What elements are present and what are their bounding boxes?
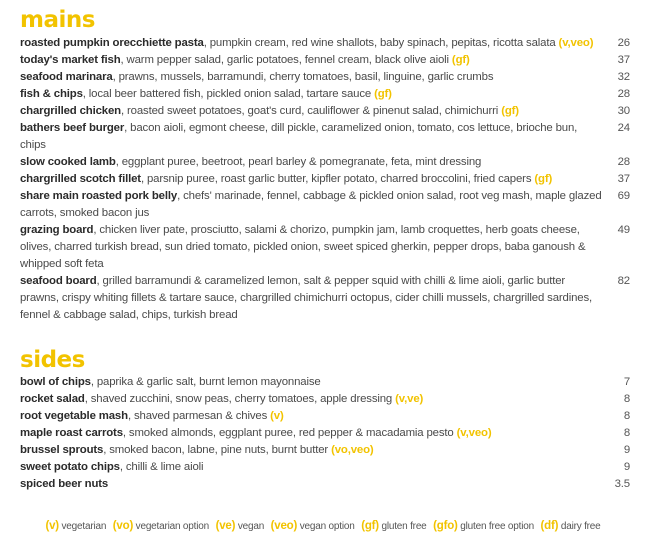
menu-item [20,103,630,120]
menu-item [20,154,630,171]
dietary-tag: (v,veo) [456,427,492,439]
item-name: seafood board [20,275,97,287]
item-name: rocket salad [20,393,85,405]
menu-item [20,442,630,459]
menu-item [20,120,630,154]
item-description: , chefs' marinade, fennel, cabbage & pickled onion salad, root veg mash, maple glazed carrots, smoked bacon jus [20,190,602,219]
item-description: , paprika & garlic salt, burnt lemon mayonnaise [90,376,321,388]
legend-entry [45,521,106,532]
item-price: 26 [617,37,630,49]
item-description: , chilli & lime aioli [119,461,204,473]
item-description: , bacon aioli, egmont cheese, dill pickle, caramelized onion, tomato, cos lettuce, brioche bun, chips [20,122,578,151]
item-price: 24 [617,122,630,134]
legend-code: (vo) [112,520,134,532]
legend-entry [113,521,209,532]
item-price: 69 [617,190,630,202]
item-description: , chicken liver pate, prosciutto, salami & chorizo, pumpkin jam, lamb croquettes, herb goats cheese, olives, charred turkish bread, sun dried tomato, pickled onion, sweet spiced gherkin, pepper drops, baba ganoush & whipped soft feta [20,224,586,270]
menu-item [20,459,630,476]
legend-entry [271,521,355,532]
item-name: share main roasted pork belly [20,190,178,202]
item-description: , warm pepper salad, garlic potatoes, fennel cream, black olive aioli [120,54,452,66]
legend-code: (ve) [215,520,236,532]
item-description: , smoked bacon, labne, pine nuts, burnt butter [103,444,332,456]
item-price: 3.5 [614,478,630,490]
item-price: 8 [623,410,630,422]
item-name: chargrilled chicken [20,105,121,117]
item-name: root vegetable mash [20,410,128,422]
item-price: 49 [617,224,630,236]
item-description: , prawns, mussels, barramundi, cherry tomatoes, basil, linguine, garlic crumbs [112,71,494,83]
item-price: 82 [617,275,630,287]
sides-list [20,374,630,493]
item-description: , eggplant puree, beetroot, pearl barley & pomegranate, feta, mint dressing [115,156,482,168]
menu-item [20,408,630,425]
item-price: 28 [617,88,630,100]
item-description: , roasted sweet potatoes, goat's curd, cauliflower & pinenut salad, chimichurri [120,105,502,117]
legend-label: dairy free [558,521,601,532]
item-name: today's market fish [20,54,121,66]
item-price: 37 [617,173,630,185]
legend-entry [541,521,601,532]
dietary-tag: (vo,veo) [331,444,374,456]
item-price: 7 [623,376,630,388]
legend-code: (veo) [270,520,298,532]
item-name: bowl of chips [20,376,91,388]
dietary-tag: (gf) [501,105,519,117]
menu-item [20,171,630,188]
item-description: , pumpkin cream, red wine shallots, baby spinach, pepitas, ricotta salata [203,37,559,49]
menu-item [20,69,630,86]
dietary-tag: (gf) [451,54,470,66]
legend-label: gluten free [378,521,427,532]
item-description: , grilled barramundi & caramelized lemon, salt & pepper squid with chilli & lime aioli, garlic butter prawns, crispy whiting fillets & tartare sauce, chargrilled chimichurri octopus, cider chilli mussels, chargrilled sardines, fennel & cabbage salad, chips, turkish bread [20,275,593,321]
legend-entry [216,521,264,532]
item-price: 37 [617,54,630,66]
item-name: spiced beer nuts [20,478,109,490]
menu-item [20,35,630,52]
menu-item [20,374,630,391]
item-name: grazing board [20,224,94,236]
mains-heading: mains [20,7,95,33]
sides-heading: sides [20,347,85,373]
item-description: , shaved zucchini, snow peas, cherry tomatoes, apple dressing [84,393,396,405]
item-description: , shaved parmesan & chives [127,410,271,422]
item-name: fish & chips [20,88,83,100]
mains-list [20,35,630,324]
dietary-legend [0,520,650,532]
item-price: 30 [617,105,630,117]
legend-label: vegetarian [58,521,107,532]
item-price: 28 [617,156,630,168]
legend-code: (df) [540,520,559,532]
menu-item [20,52,630,69]
dietary-tag: (v) [270,410,284,422]
legend-code: (gfo) [433,520,458,532]
menu-item [20,476,630,493]
item-name: sweet potato chips [20,461,120,473]
item-price: 9 [623,461,630,473]
legend-code: (v) [45,520,59,532]
dietary-tag: (v,veo) [558,37,594,49]
menu-item [20,273,630,324]
item-name: slow cooked lamb [20,156,116,168]
item-price: 32 [617,71,630,83]
item-name: bathers beef burger [20,122,125,134]
legend-code: (gf) [361,520,379,532]
menu-item [20,391,630,408]
item-price: 8 [623,393,630,405]
item-description: , local beer battered fish, pickled onion salad, tartare sauce [82,88,375,100]
item-price: 8 [623,427,630,439]
menu-item [20,425,630,442]
legend-entry [361,521,426,532]
legend-label: vegan option [297,521,355,532]
item-description: , parsnip puree, roast garlic butter, kipfler potato, charred broccolini, fried capers [140,173,535,185]
legend-label: vegetarian option [133,521,209,532]
menu-item [20,222,630,273]
item-name: roasted pumpkin orecchiette pasta [20,37,204,49]
legend-label: gluten free option [457,521,534,532]
item-name: brussel sprouts [20,444,104,456]
menu-item [20,188,630,222]
legend-entry [433,521,534,532]
legend-label: vegan [235,521,265,532]
item-price: 9 [623,444,630,456]
dietary-tag: (gf) [534,173,553,185]
item-name: chargrilled scotch fillet [20,173,141,185]
item-description: , smoked almonds, eggplant puree, red pepper & macadamia pesto [122,427,457,439]
menu-item [20,86,630,103]
item-name: maple roast carrots [20,427,123,439]
item-name: seafood marinara [20,71,113,83]
dietary-tag: (gf) [374,88,392,100]
dietary-tag: (v,ve) [395,393,424,405]
